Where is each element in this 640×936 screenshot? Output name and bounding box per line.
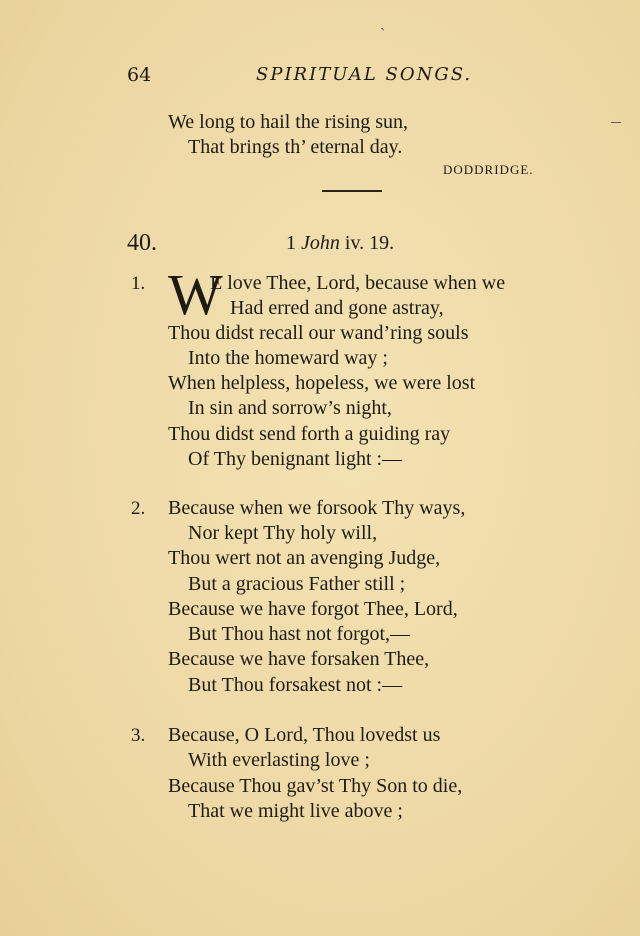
- continuation-line-2: That brings th’ eternal day.: [188, 136, 403, 158]
- verse-number-2: 2.: [131, 498, 146, 519]
- verse-number-3: 3.: [131, 725, 146, 746]
- verse-3-line-1: Because, O Lord, Thou lovedst us: [168, 724, 441, 746]
- reference-book: John: [301, 232, 340, 254]
- edge-mark: [611, 122, 621, 123]
- continuation-line-1: We long to hail the rising sun,: [168, 111, 409, 133]
- verse-2-line-5: Because we have forgot Thee, Lord,: [168, 598, 458, 620]
- verse-2-line-2: Nor kept Thy holy will,: [188, 522, 378, 544]
- verse-1-line-2: Had erred and gone astray,: [230, 297, 444, 319]
- verse-3-line-3: Because Thou gav’st Thy Son to die,: [168, 775, 463, 797]
- reference-chapter: iv. 19.: [344, 232, 395, 254]
- author-attribution: DODDRIDGE.: [443, 162, 534, 177]
- verse-1-line-6: In sin and sorrow’s night,: [188, 397, 392, 419]
- verse-2-line-4: But a gracious Father still ;: [188, 573, 406, 595]
- verse-1-line-5: When helpless, hopeless, we were lost: [168, 372, 476, 394]
- verse-2-line-1: Because when we forsook Thy ways,: [168, 497, 466, 519]
- print-mark: ˎ: [380, 12, 386, 31]
- verse-3-line-2: With everlasting love ;: [188, 749, 370, 771]
- verse-1-line-3: Thou didst recall our wand’ring souls: [168, 322, 469, 344]
- verse-1-line-1: E love Thee, Lord, because when we: [210, 272, 506, 294]
- verse-2-line-6: But Thou hast not forgot,—: [188, 623, 411, 645]
- reference-prefix: 1: [286, 232, 296, 254]
- verse-1-line-7: Thou didst send forth a guiding ray: [168, 423, 451, 445]
- verse-2-line-3: Thou wert not an avenging Judge,: [168, 547, 441, 569]
- verse-3-line-4: That we might live above ;: [188, 800, 403, 822]
- running-title: SPIRITUAL SONGS.: [256, 64, 473, 85]
- page-number: 64: [127, 64, 152, 86]
- hymn-number: 40.: [127, 230, 157, 256]
- verse-2-line-8: But Thou forsakest not :—: [188, 674, 403, 696]
- scripture-reference: [286, 232, 394, 255]
- verse-1-line-4: Into the homeward way ;: [188, 347, 388, 369]
- verse-1-line-8: Of Thy benignant light :—: [188, 448, 403, 470]
- verse-2-line-7: Because we have forsaken Thee,: [168, 648, 430, 670]
- verse-number-1: 1.: [131, 273, 146, 294]
- section-divider: [322, 190, 382, 192]
- drop-cap: W: [168, 262, 223, 327]
